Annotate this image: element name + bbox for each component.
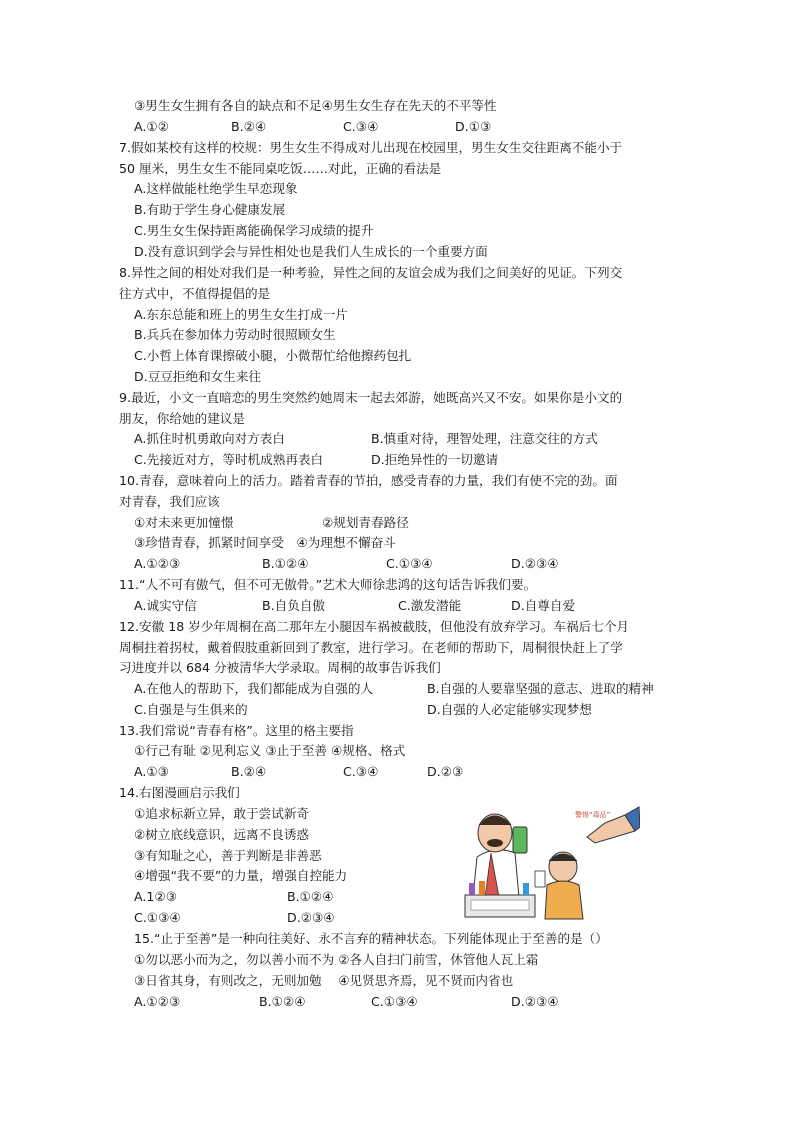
q15-option-c: C.①③④: [371, 994, 418, 1009]
q11-stem: 11.“人不可有傲气，但不可无傲骨。”艺术大师徐悲鸿的这句话告诉我们要。: [119, 577, 537, 592]
q15-option-d: D.②③④: [511, 994, 559, 1009]
q15-option-b: B.①②④: [259, 994, 306, 1009]
cartoon-caption: 警惕“毒品”: [575, 811, 611, 819]
q14-stem: 14.右图漫画启示我们: [119, 785, 240, 800]
q14-option-c: C.①③④: [134, 910, 181, 925]
q14-item-3: ③有知耻之心，善于判断是非善恶: [134, 848, 322, 863]
q15-items-row-2: ③日省其身，有则改之，无则加勉 ④见贤思齐焉，见不贤而内省也: [134, 973, 514, 988]
vendor-mustache: [487, 839, 503, 847]
q7-option-b: B.有助于学生身心健康发展: [134, 202, 286, 217]
q8-option-d: D.豆豆拒绝和女生来往: [134, 369, 262, 384]
q11-option-a: A.诚实守信: [134, 598, 197, 613]
q12-stem-2: 周桐拄着拐杖，戴着假肢重新回到了教室，进行学习。在老师的帮助下，周桐很快赶上了学: [119, 640, 623, 655]
q12-option-a: A.在他人的帮助下，我们都能成为自强的人: [134, 681, 374, 696]
q10-stem-1: 10.青春，意味着向上的活力。踏着青春的节拍，感受青春的力量，我们有使不完的劲。面: [119, 473, 618, 488]
q6-option-d: D.①③: [455, 119, 492, 134]
q6-item3: ③男生女生拥有各自的缺点和不足④男生女生存在先天的不平等性: [134, 98, 497, 113]
q7-option-d: D.没有意识到学会与异性相处也是我们人生成长的一个重要方面: [134, 244, 488, 259]
q10-item-1: ①对未来更加憧憬: [134, 515, 234, 530]
green-packet: [513, 827, 527, 853]
q6-option-b: B.②④: [231, 119, 267, 134]
q7-stem-2: 50 厘米，男生女生不能同桌吃饭……对此，正确的看法是: [119, 161, 442, 176]
boy-hair: [549, 854, 577, 861]
q9-option-d: D.拒绝异性的一切邀请: [371, 452, 499, 467]
q12-stem-3: 习进度并以 684 分被清华大学录取。周桐的故事告诉我们: [119, 660, 441, 675]
q8-option-b: B.兵兵在参加体力劳动时很照顾女生: [134, 327, 336, 342]
q8-option-c: C.小哲上体育课擦破小腿，小微帮忙给他擦药包扎: [134, 348, 412, 363]
q14-option-a: A.1②③: [134, 889, 177, 904]
q11-option-b: B.自负自傲: [262, 598, 326, 613]
q6-option-c: C.③④: [343, 119, 379, 134]
vendor-hair: [479, 816, 511, 825]
q13-option-d: D.②③: [427, 764, 464, 779]
q7-option-a: A.这样做能杜绝学生早恋现象: [134, 181, 298, 196]
q10-option-b: B.①②④: [262, 556, 309, 571]
q14-item-1: ①追求标新立异，敢于尝试新奇: [134, 806, 310, 821]
q12-option-d: D.自强的人必定能够实现梦想: [427, 702, 592, 717]
q9-option-c: C.先接近对方，等时机成熟再表白: [134, 452, 324, 467]
bottle-2: [479, 881, 485, 895]
q10-option-d: D.②③④: [511, 556, 559, 571]
q13-option-c: C.③④: [343, 764, 379, 779]
q15-option-a: A.①②③: [134, 994, 181, 1009]
q13-option-a: A.①③: [134, 764, 169, 779]
q6-option-a: A.①②: [134, 119, 169, 134]
q8-stem-2: 往方式中，不值得提倡的是: [119, 286, 271, 301]
boy-paper: [535, 871, 545, 887]
q9-option-a: A.抓住时机勇敢向对方表白: [134, 431, 285, 446]
cartoon-illustration: [455, 797, 640, 920]
q13-items: ①行己有耻 ②见利忘义 ③止于至善 ④规格、格式: [134, 743, 406, 758]
q10-stem-2: 对青春，我们应该: [119, 494, 220, 509]
q15-items-row-1: ①勿以恶小而为之，勿以善小而不为 ②各人自扫门前雪，休管他人瓦上霜: [134, 952, 539, 967]
q11-option-c: C.激发潜能: [398, 598, 462, 613]
q8-stem-1: 8.异性之间的相处对我们是一种考验，异性之间的友谊会成为我们之间美好的见证。下列交: [119, 265, 623, 280]
counter-sign: [471, 900, 529, 910]
q10-option-c: C.①③④: [386, 556, 433, 571]
q10-option-a: A.①②③: [134, 556, 181, 571]
q10-items-row-2: ③珍惜青春，抓紧时间享受 ④为理想不懈奋斗: [134, 535, 396, 550]
q8-option-a: A.东东总能和班上的男生女生打成一片: [134, 307, 348, 322]
q12-stem-1: 12.安徽 18 岁少年周桐在高二那年左小腿因车祸被截肢，但他没有放弃学习。车祸后七个月: [119, 619, 630, 634]
q12-option-c: C.自强是与生俱来的: [134, 702, 248, 717]
q14-option-d: D.②③④: [287, 910, 335, 925]
q7-stem-1: 7.假如某校有这样的校规：男生女生不得成对儿出现在校园里，男生女生交往距离不能小于: [119, 140, 623, 155]
q10-item-2: ②规划青春路径: [322, 515, 409, 530]
q9-stem-1: 9.最近，小文一直暗恋的男生突然约她周末一起去郊游，她既高兴又不安。如果你是小文的: [119, 390, 623, 405]
bottle-1: [469, 883, 475, 895]
q7-option-c: C.男生女生保持距离能确保学习成绩的提升: [134, 223, 374, 238]
q13-option-b: B.②④: [231, 764, 267, 779]
q14-item-4: ④增强“我不要”的力量，增强自控能力: [134, 868, 348, 883]
q14-option-b: B.①②④: [287, 889, 334, 904]
q12-option-b: B.自强的人要靠坚强的意志、进取的精神: [427, 681, 654, 696]
q9-stem-2: 朋友，你给她的建议是: [119, 411, 245, 426]
q14-item-2: ②树立底线意识，远离不良诱惑: [134, 827, 310, 842]
q13-stem: 13.我们常说“青春有格”。这里的格主要指: [119, 723, 354, 738]
q11-option-d: D.自尊自爱: [511, 598, 576, 613]
q15-stem: 15.“止于至善”是一种向往美好、永不言弃的精神状态。下列能体现止于至善的是（）: [134, 931, 608, 946]
boy-body: [545, 881, 583, 919]
bottle-3: [523, 883, 529, 895]
q9-option-b: B.慎重对待，理智处理，注意交往的方式: [371, 431, 598, 446]
